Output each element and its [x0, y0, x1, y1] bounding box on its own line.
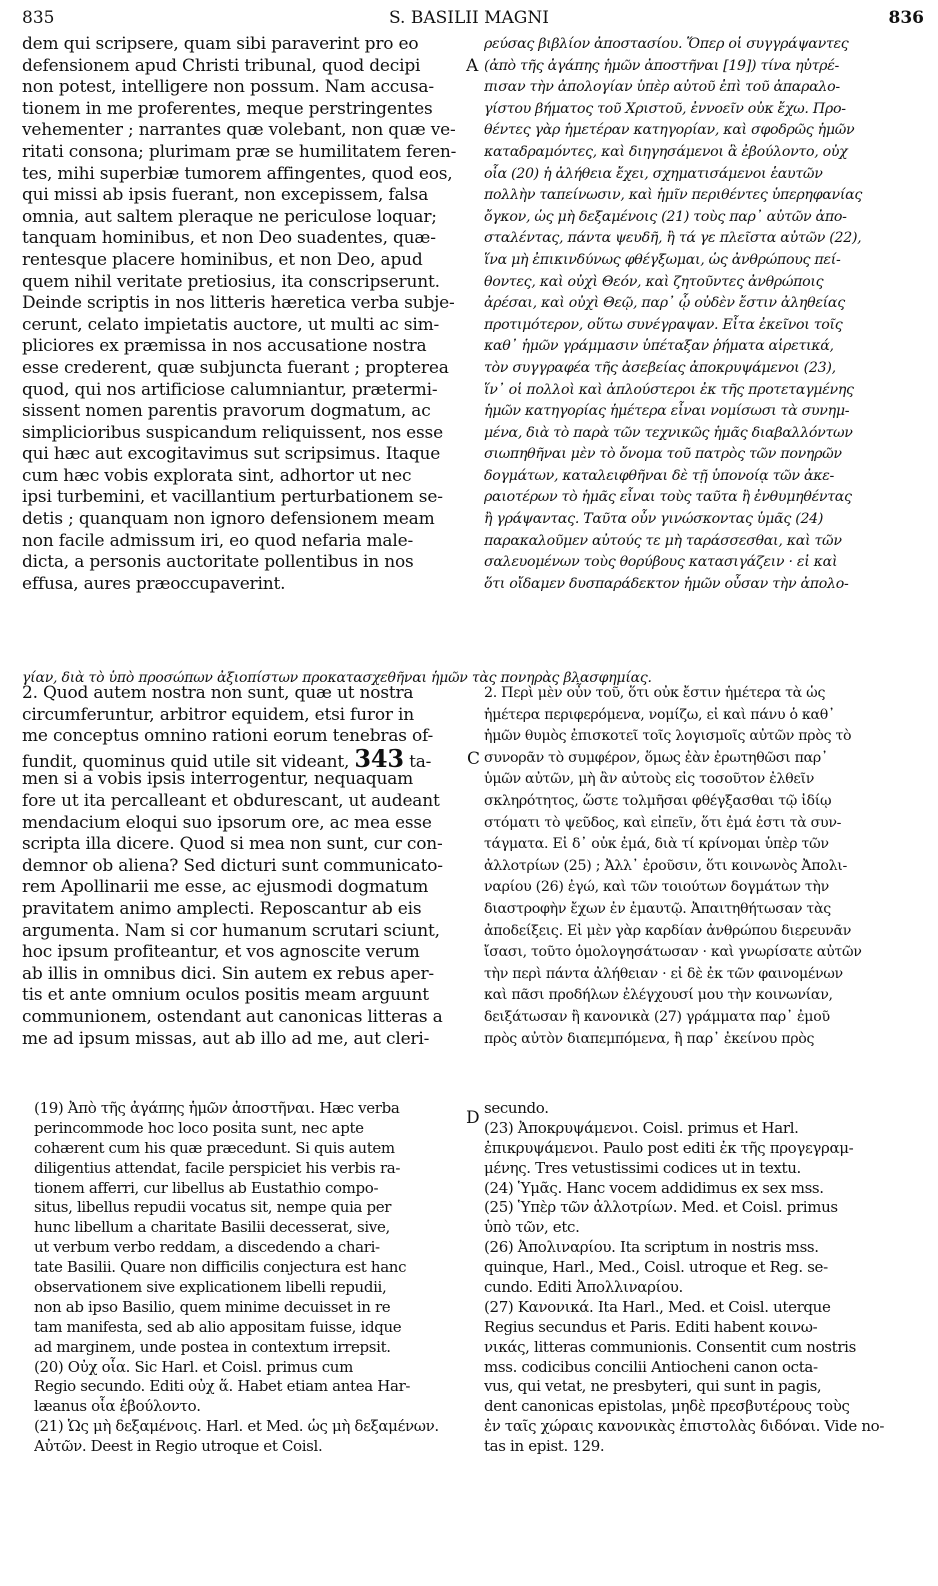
- footnote-line: tionem afferri, cur libellus ab Eustathio compo-: [34, 1178, 379, 1197]
- greek-line: ἡμῶν κατηγορίας ἡμέτερα εἶναι νομίσωσι τὰ συνημ-: [484, 403, 850, 420]
- latin-line: qui missi ab ipsis fuerant, non excepissem, falsa: [22, 185, 429, 206]
- latin-line: quem nihil veritate pretiosius, ita conscripserunt.: [22, 271, 440, 292]
- footnote-line: Regio secundo. Editi οὐχ ἅ. Habet etiam antea Har-: [34, 1377, 411, 1396]
- latin-line: pliciores ex præmissa in nos accusatione nostra: [22, 336, 427, 357]
- latin-line: demnor ob aliena? Sed dicturi sunt communicato-: [22, 855, 443, 876]
- latin-line: qui hæc aut excogitavimus sut scripsimus. Itaque: [22, 444, 441, 465]
- greek-line: ἀλλοτρίων (25) ; Ἀλλ᾽ ἐροῦσιν, ὅτι κοινωνὸς Ἀπολι-: [484, 857, 848, 874]
- latin-text: fundit, quominus quid utile sit videant,: [22, 751, 350, 772]
- footnote-line: cundo. Editi Ἀπολλιναρίου.: [484, 1278, 683, 1297]
- latin-line: circumferuntur, arbitror equidem, etsi furor in: [22, 704, 414, 725]
- greek-line: ἡμῶν θυμὸς ἐπισκοτεῖ τοῖς λογισμοῖς αὐτῶν πρὸς τὸ: [484, 728, 852, 745]
- greek-line: γίστου βήματος τοῦ Χριστοῦ, ἐννοεῖν οὐκ ἔχω. Προ-: [484, 100, 846, 117]
- latin-line: tes, mihi superbiæ tumorem affingentes, quod eos,: [22, 163, 453, 184]
- footnote-line: ad marginem, unde postea in contextum irrepsit.: [34, 1337, 391, 1356]
- original-page-number: 343: [354, 743, 404, 773]
- footnote-line: Regius secundus et Paris. Editi habent κοινω-: [484, 1317, 818, 1336]
- latin-line: rem Apollinarii me esse, ac ejusmodi dogmatum: [22, 877, 429, 898]
- greek-line: ἢ γράψαντας. Ταῦτα οὖν γινώσκοντας ὑμᾶς (24): [484, 511, 824, 528]
- right-page-number: 836: [888, 8, 924, 28]
- running-title: S. BASILII MAGNI: [389, 8, 549, 28]
- footnote-line: νικάς, litteras communionis. Consentit cum nostris: [484, 1337, 856, 1356]
- latin-line: ab illis in omnibus dici. Sin autem ex rebus aper-: [22, 963, 434, 984]
- greek-line: τάγματα. Εἰ δ᾽ οὐκ ἐμά, διὰ τί κρίνομαι ὑπὲρ τῶν: [484, 836, 829, 853]
- footnote-line: ut verbum verbo reddam, a discedendo a chari-: [34, 1238, 380, 1257]
- greek-line: σκληρότητος, ὥστε τολμῆσαι φθέγξασθαι τῷ ἰδίῳ: [484, 792, 832, 809]
- greek-line: ἡμέτερα περιφερόμενα, νομίζω, εἰ καὶ πάνυ ὁ καθ᾽: [484, 706, 835, 723]
- latin-line: quod, qui nos artificiose calumniantur, prætermi-: [22, 379, 438, 400]
- greek-line: προτιμότερον, οὕτω συνέγραψαν. Εἶτα ἐκεῖνοι τοῖς: [484, 316, 843, 333]
- latin-line: scripta illa dicere. Quod si mea non sunt, cur con-: [22, 834, 443, 855]
- footnote-line: perincommode hoc loco posita sunt, nec apte: [34, 1118, 364, 1137]
- greek-line: θέντες γὰρ ἡμετέραν κατηγορίαν, καὶ σφοδρῶς ἡμῶν: [484, 122, 855, 139]
- latin-line: argumenta. Nam si cor humanum scrutari sciunt,: [22, 920, 440, 941]
- footnotes-right: [484, 1099, 924, 1457]
- footnote-line: (24) Ὑμᾶς. Hanc vocem addidimus ex sex mss.: [484, 1178, 824, 1197]
- left-page-number: 835: [22, 8, 55, 28]
- footnote-line: hunc libellum a charitate Basilii decesserat, sive,: [34, 1218, 390, 1237]
- margin-marker-a: A: [466, 56, 479, 76]
- greek-line: ραιοτέρων τὸ ἡμᾶς εἶναι τοὺς ταῦτα ἢ ἐνθυμηθέντας: [484, 489, 852, 506]
- latin-line: detis ; quanquam non ignoro defensionem meam: [22, 509, 435, 530]
- footnote-line: (19) Ἀπὸ τῆς ἀγάπης ἡμῶν ἀποστῆναι. Hæc verba: [34, 1099, 400, 1117]
- footnote-line: diligentius attendat, facile perspiciet his verbis ra-: [34, 1158, 401, 1177]
- greek-line: πρὸς αὐτὸν διαπεμπόμενα, ἢ παρ᾽ ἐκείνου πρὸς: [484, 1030, 815, 1047]
- greek-line: πολλὴν ταπείνωσιν, καὶ ἡμῖν περιθέντες ὑπερηφανίας: [484, 187, 863, 204]
- greek-line: ὑμῶν αὐτῶν, μὴ ἂν αὐτοὺς εἰς τοσοῦτον ἐλθεῖν: [484, 771, 815, 788]
- greek-line: ἀρέσαι, καὶ οὐχὶ Θεῷ, παρ᾽ ᾧ οὐδὲν ἔστιν ἀληθείας: [484, 295, 845, 312]
- latin-line: tionem in me proferentes, meque perstringentes: [22, 98, 433, 119]
- footnote-line: tas in epist. 129.: [484, 1437, 605, 1456]
- greek-line: 2. Περὶ μὲν οὖν τοῦ, ὅτι οὐκ ἔστιν ἡμέτερα τὰ ὡς: [484, 685, 826, 701]
- greek-line: διαστροφὴν ἔχων ἐν ἐμαυτῷ. Ἀπαιτηθήτωσαν τὰς: [484, 900, 831, 917]
- greek-line: καθ᾽ ἡμῶν γράμμασιν ὑπέταξαν ῥήματα αἱρετικά,: [484, 338, 834, 355]
- latin-line: mendacium eloqui suo ipsorum ore, ac mea esse: [22, 812, 432, 833]
- latin-text: ta-: [409, 751, 432, 772]
- greek-line: σαλευομένων τοὺς θορύβους κατασιγάζειν · εἰ καὶ: [484, 554, 838, 571]
- latin-line: hoc ipsum profiteantur, et vos agnoscite verum: [22, 942, 420, 963]
- greek-line: τὴν περὶ πάντα ἀλήθειαν · εἰ δὲ ἐκ τῶν φαινομένων: [484, 965, 843, 982]
- footnote-line: observationem sive explicationem libelli repudii,: [34, 1278, 387, 1297]
- footnote-line: (26) Ἀπολιναρίου. Ita scriptum in nostris mss.: [484, 1238, 819, 1257]
- greek-line: τὸν συγγραφέα τῆς ἀσεβείας ἀποκρυψάμενοι (23),: [484, 359, 836, 376]
- latin-line: cum hæc vobis explorata sint, adhortor ut nec: [22, 465, 412, 486]
- latin-line-with-number: [22, 743, 462, 773]
- footnote-line: (21) Ὡς μὴ δεξαμένοις. Harl. et Med. ὡς μὴ δεξαμένων.: [34, 1417, 439, 1436]
- margin-marker-c: C: [467, 749, 481, 769]
- latin-line: pravitatem animo amplecti. Reposcantur ab eis: [22, 898, 422, 919]
- latin-line: omnia, aut saltem pleraque ne periculose loquar;: [22, 206, 437, 227]
- footnote-line: tate Basilii. Quare non difficilis conjectura est hanc: [34, 1258, 407, 1277]
- greek-line: ἀποδείξεις. Εἰ μὲν γὰρ καρδίαν ἀνθρώπου διερευνᾶν: [484, 922, 852, 939]
- latin-column-top: [22, 34, 462, 595]
- greek-line: δογμάτων, καταλειφθῆναι δὲ τῇ ὑπονοίᾳ τῶν ἀκε-: [484, 467, 835, 484]
- footnote-line: situs, libellus repudii vocatus sit, nempe quia per: [34, 1198, 392, 1217]
- greek-line: σιωπηθῆναι μὲν τὸ ὄνομα τοῦ πατρὸς τῶν πονηρῶν: [484, 446, 842, 463]
- latin-line: effusa, aures præoccupaverint.: [22, 573, 286, 594]
- latin-line: simplicioribus suspicandum reliquissent, nos esse: [22, 422, 443, 443]
- greek-line: καταδραμόντες, καὶ διηγησάμενοι ἃ ἐβούλοντο, οὐχ: [484, 143, 848, 160]
- latin-line: ritati consona; plurimam præ se humilitatem feren-: [22, 141, 457, 162]
- latin-line: me ad ipsum missas, aut ab illo ad me, aut cleri-: [22, 1028, 430, 1049]
- latin-line: non facile admissum iri, eo quod nefaria male-: [22, 530, 414, 551]
- latin-line: fore ut ita percalleant et obdurescant, ut audeant: [22, 790, 440, 811]
- latin-line: Deinde scriptis in nos litteris hæretica verba subje-: [22, 293, 455, 314]
- footnote-line: non ab ipso Basilio, quem minime decuisset in re: [34, 1297, 391, 1316]
- footnote-line: mss. codicibus concilii Antiocheni canon octa-: [484, 1357, 818, 1376]
- footnote-line: (25) Ὑπὲρ τῶν ἀλλοτρίων. Med. et Coisl. primus: [484, 1198, 838, 1217]
- greek-line: δειξάτωσαν ἢ κανονικὰ (27) γράμματα παρ᾽ ἐμοῦ: [484, 1008, 830, 1025]
- latin-line: dem qui scripsere, quam sibi paraverint pro eo: [22, 34, 419, 54]
- latin-line: tis et ante omnium oculos positis meam arguunt: [22, 985, 429, 1006]
- greek-line: στόματι τὸ ψεῦδος, καὶ εἰπεῖν, ὅτι ἐμά ἐστι τὰ συν-: [484, 814, 842, 831]
- greek-line: καὶ πᾶσι προδήλων ἐλέγχουσί μου τὴν κοινωνίαν,: [484, 987, 833, 1004]
- latin-line: me conceptus omnino rationi eorum tenebras of-: [22, 726, 434, 747]
- latin-line: tanquam hominibus, et non Deo suadentes, quæ-: [22, 228, 436, 249]
- footnote-line: dent canonicas epistolas, μηδὲ πρεσβυτέρους τοὺς: [484, 1397, 850, 1416]
- greek-line: πισαν τὴν ἀπολογίαν ὑπὲρ αὐτοῦ ἐπὶ τοῦ ἀπαραλο-: [484, 79, 840, 96]
- latin-line: non potest, intelligere non possum. Nam accusa-: [22, 77, 434, 98]
- latin-line: esse crederent, quæ subjuncta fuerant ; propterea: [22, 357, 449, 378]
- greek-line: ρεύσας βιβλίον ἀποστασίου. Ὅπερ οἱ συγγράψαντες: [484, 36, 849, 52]
- greek-line: (ἀπὸ τῆς ἀγάπης ἡμῶν ἀποστῆναι [19]) τίνα ηὐτρέ-: [484, 57, 840, 74]
- greek-line: σταλέντας, πάντα ψευδῆ, ἢ τά γε πλεῖστα αὐτῶν (22),: [484, 230, 862, 247]
- greek-line: ὅτι οἴδαμεν δυσπαράδεκτον ἡμῶν οὖσαν τὴν ἀπολο-: [484, 575, 849, 592]
- footnote-line: tam manifesta, sed ab alio appositam fuisse, idque: [34, 1317, 402, 1336]
- greek-line: ναρίου (26) ἐγώ, καὶ τῶν τοιούτων δογμάτων τὴν: [484, 879, 829, 896]
- latin-line: defensionem apud Christi tribunal, quod decipi: [22, 55, 421, 76]
- margin-marker-d: D: [466, 1108, 480, 1128]
- footnote-line: μένης. Tres vetustissimi codices ut in textu.: [484, 1158, 801, 1177]
- footnote-line: vus, qui vetat, ne presbyteri, qui sunt in pagis,: [484, 1377, 822, 1396]
- latin-line: vehementer ; narrantes quæ volebant, non quæ ve-: [22, 120, 456, 141]
- footnote-line: ὑπὸ τῶν, etc.: [484, 1218, 580, 1237]
- greek-column-top: [484, 34, 924, 595]
- latin-line: communionem, ostendant aut canonicas litteras a: [22, 1006, 443, 1027]
- latin-line: men si a vobis ipsis interrogentur, nequaquam: [22, 769, 414, 790]
- latin-line: rentesque placere hominibus, et non Deo, apud: [22, 249, 423, 270]
- greek-line: παρακαλοῦμεν αὐτούς τε μὴ ταράσσεσθαι, καὶ τῶν: [484, 532, 842, 549]
- footnote-line: quinque, Harl., Med., Coisl. utroque et Reg. se-: [484, 1258, 828, 1277]
- greek-paragraph-2: [484, 683, 924, 1050]
- footnote-line: læanus οἷα ἐβούλοντο.: [34, 1397, 201, 1416]
- footnote-line: ἐν ταῖς χώραις κανονικὰς ἐπιστολὰς διδόναι. Vide no-: [484, 1417, 885, 1436]
- greek-line: ἵνα μὴ ἐπικινδύνως φθέγξωμαι, ὡς ἀνθρώπους πεί-: [484, 251, 841, 268]
- latin-line: 2. Quod autem nostra non sunt, quæ ut nostra: [22, 683, 414, 703]
- latin-paragraph-2: [22, 683, 462, 1050]
- footnote-line: cohærent cum his quæ præcedunt. Si quis autem: [34, 1138, 395, 1157]
- greek-line: θοντες, καὶ οὐχὶ Θεόν, καὶ ζητοῦντες ἀνθρώποις: [484, 273, 824, 290]
- greek-line: συνορᾶν τὸ συμφέρον, ὅμως ἐὰν ἐρωτηθῶσι παρ᾽: [484, 749, 828, 766]
- latin-line: sissent nomen parentis pravorum dogmatum, ac: [22, 401, 431, 422]
- latin-line: cerunt, celato impietatis auctore, ut multi ac sim-: [22, 314, 440, 335]
- greek-line: μένα, διὰ τὸ παρὰ τῶν τεχνικῶς ἡμᾶς διαβαλλόντων: [484, 424, 853, 441]
- greek-line: ἵν᾽ οἱ πολλοὶ καὶ ἁπλούστεροι ἐκ τῆς προτεταγμένης: [484, 381, 854, 398]
- footnote-line: Αὐτῶν. Deest in Regio utroque et Coisl.: [34, 1437, 323, 1456]
- latin-line: ipsi turbemini, et vacillantium perturbationem se-: [22, 487, 443, 508]
- footnote-line: ἐπικρυψάμενοι. Paulo post editi ἐκ τῆς προγεγραμ-: [484, 1138, 854, 1157]
- footnotes-left: [34, 1099, 462, 1457]
- footnote-line: secundo.: [484, 1099, 549, 1117]
- latin-line: dicta, a personis auctoritate pollentibus in nos: [22, 552, 414, 573]
- greek-line: οἷα (20) ἡ ἀλήθεια ἔχει, σχηματισάμενοι ἑαυτῶν: [484, 165, 823, 182]
- footnote-line: (20) Οὐχ οἷα. Sic Harl. et Coisl. primus cum: [34, 1357, 353, 1376]
- greek-line: ἴσασι, τοῦτο ὁμολογησάτωσαν · καὶ γνωρίσατε αὐτῶν: [484, 944, 862, 961]
- footnote-line: (27) Κανονικά. Ita Harl., Med. et Coisl. uterque: [484, 1297, 831, 1316]
- greek-line: ὄγκον, ὡς μὴ δεξαμένοις (21) τοὺς παρ᾽ αὐτῶν ἀπο-: [484, 208, 847, 225]
- greek-spanning-line: γίαν, διὰ τὸ ὑπὸ προσώπων ἀξιοπίστων προκατασχεθῆναι ἡμῶν τὰς πονηρὰς βλασφημίας.: [22, 670, 652, 686]
- footnote-line: (23) Ἀποκρυψάμενοι. Coisl. primus et Harl.: [484, 1118, 799, 1137]
